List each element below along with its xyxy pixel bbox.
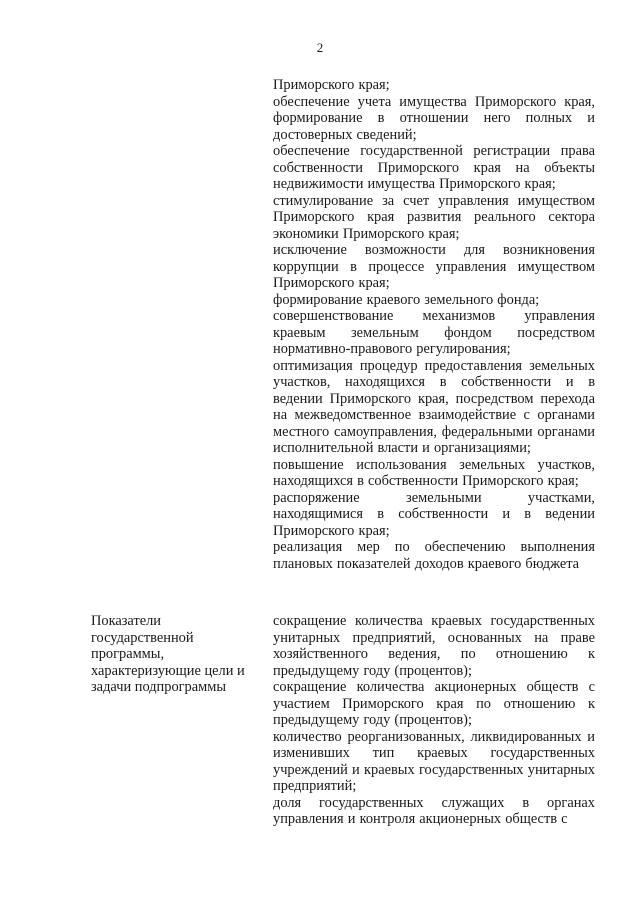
paragraph: количество реорганизованных, ликвидированных и изменивших тип краевых государственных учреждений и краевых государственных унитарных предприятий; (273, 728, 595, 794)
paragraph: совершенствование механизмов управления краевым земельным фондом посредством нормативно-правового регулирования; (273, 308, 595, 357)
goals-tasks-continuation (273, 77, 595, 572)
label-line: задачи подпрограммы (91, 679, 227, 695)
page-number: 2 (316, 40, 324, 55)
label-line: Показатели (91, 613, 162, 629)
label-line: государственной (91, 629, 194, 646)
paragraph: реализация мер по обеспечению выполнения плановых показателей доходов краевого бюджета (273, 539, 595, 572)
paragraph: сокращение количества краевых государственных унитарных предприятий, основанных на праве хозяйственного ведения, по отношению к предыдущему году (процентов); (273, 613, 595, 679)
paragraph: обеспечение государственной регистрации права собственности Приморского края на объекты недвижимости имущества Приморского края; (273, 143, 595, 192)
paragraph: сокращение количества акционерных обществ с участием Приморского края по отношению к предыдущему году (процентов); (273, 679, 595, 728)
paragraph: формирование краевого земельного фонда; (273, 291, 540, 308)
indicators-label (91, 613, 261, 696)
paragraph: доля государственных служащих в органах управления и контроля акционерных обществ с (273, 794, 595, 827)
label-line: программы, (91, 646, 165, 662)
paragraph: исключение возможности для возникновения коррупции в процессе управления имуществом Приморского края; (273, 242, 595, 291)
paragraph: Приморского края; (273, 77, 390, 93)
paragraph: обеспечение учета имущества Приморского края, формирование в отношении него полных и достоверных сведений; (273, 93, 595, 143)
paragraph: повышение использования земельных участков, находящихся в собственности Приморского края; (273, 456, 595, 489)
paragraph: распоряжение земельными участками, находящимися в собственности и в ведении Приморского края; (273, 489, 595, 539)
paragraph: стимулирование за счет управления имуществом Приморского края развития реального сектора экономики Приморского края; (273, 192, 595, 242)
indicators-content (273, 613, 595, 828)
label-line: характеризующие цели и (91, 662, 245, 679)
paragraph: оптимизация процедур предоставления земельных участков, находящихся в собственности и в ведении Приморского края, посредством перехода на межведомственное взаимодействие с органами местного самоуправления, федеральными органами исполнительной власти и организациями; (273, 357, 595, 456)
